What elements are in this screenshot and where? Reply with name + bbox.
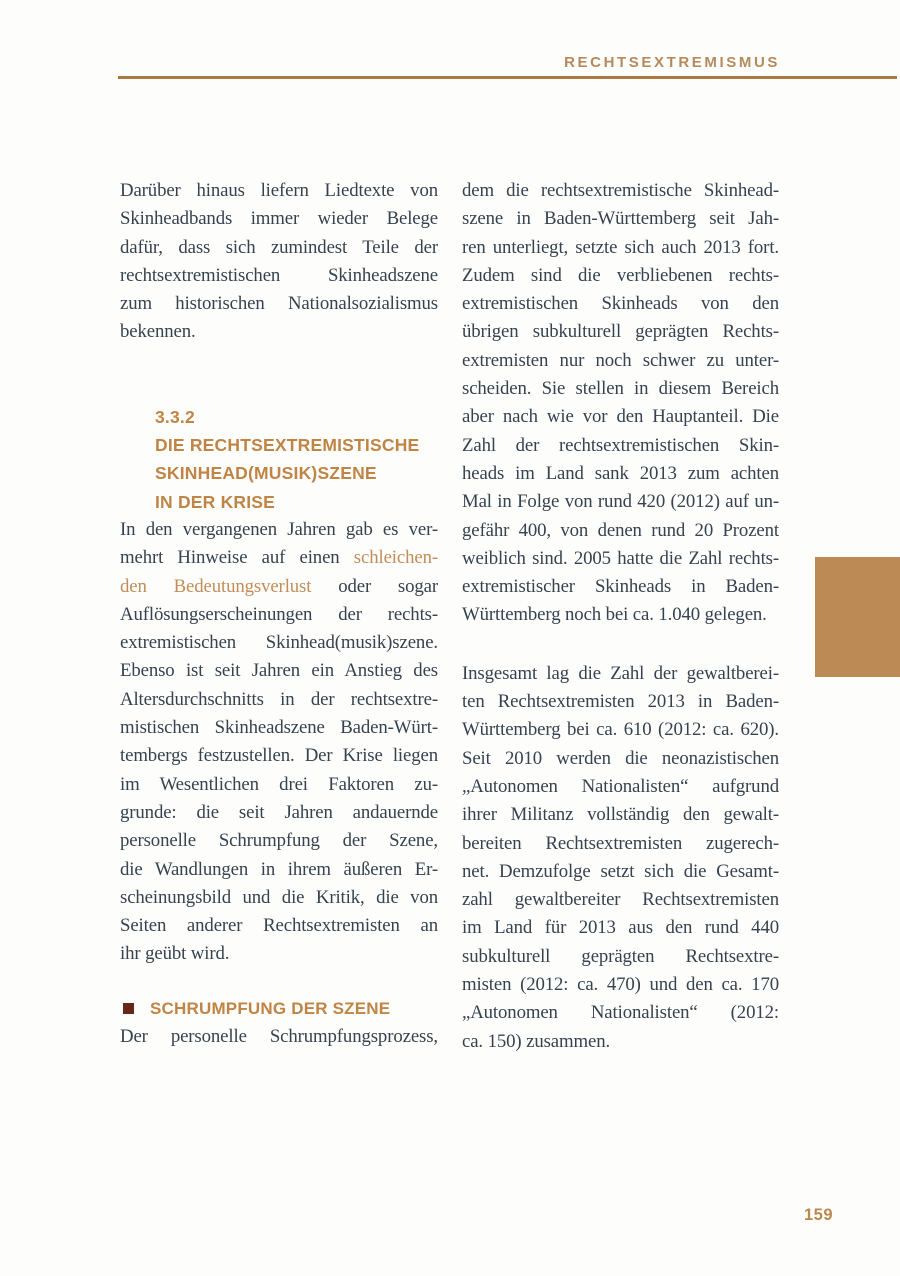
text-segment: die Wandlungen in ihrem äußeren Er- xyxy=(120,858,438,880)
text-line xyxy=(462,943,779,971)
text-segment: szene in Baden-Württemberg seit Jah- xyxy=(462,208,779,230)
text-line xyxy=(120,177,438,205)
text-segment: Der personelle Schrumpfungsprozess, xyxy=(120,1026,438,1048)
text-segment: Zudem sind die verbliebenen rechts- xyxy=(462,264,779,286)
text-segment: „Autonomen Nationalisten“ (2012: xyxy=(462,1002,779,1024)
text-line xyxy=(120,799,438,827)
text-line xyxy=(462,773,779,801)
text-line xyxy=(120,1023,438,1051)
text-segment: In den vergangenen Jahren gab es ver- xyxy=(120,518,438,540)
left-column xyxy=(120,177,438,1056)
text-line xyxy=(462,716,779,744)
text-line xyxy=(462,234,779,262)
text-segment: Württemberg bei ca. 610 (2012: ca. 620). xyxy=(462,719,779,741)
text-line xyxy=(120,771,438,799)
chapter-tab-marker xyxy=(815,557,900,677)
text-segment: ren unterliegt, setzte sich auch 2013 fort. xyxy=(462,236,779,258)
text-segment: weiblich sind. 2005 hatte die Zahl rechts- xyxy=(462,547,779,569)
text-line xyxy=(120,827,438,855)
header-rule xyxy=(118,76,897,79)
text-segment: scheiden. Sie stellen in diesem Bereich xyxy=(462,378,779,400)
body-paragraph xyxy=(462,660,779,1056)
text-line xyxy=(462,830,779,858)
text-line xyxy=(462,403,779,431)
text-line xyxy=(120,912,438,940)
text-segment: extremisten nur noch schwer zu unter- xyxy=(462,349,779,371)
text-segment: zum historischen Nationalsozialismus xyxy=(120,293,438,315)
text-line xyxy=(462,432,779,460)
text-line xyxy=(120,601,438,629)
text-line xyxy=(462,801,779,829)
text-segment: Ebenso ist seit Jahren ein Anstieg des xyxy=(120,660,438,682)
body-paragraph xyxy=(120,177,438,347)
text-segment: extremistischen Skinhead(musik)szene. xyxy=(120,632,438,654)
section-heading-line: DIE RECHTSEXTREMISTISCHE xyxy=(155,435,420,456)
text-segment: scheinungsbild und die Kritik, die von xyxy=(120,886,438,908)
text-segment: Auflösungserscheinungen der rechts- xyxy=(120,603,438,625)
text-segment: extremistischer Skinheads in Baden- xyxy=(462,576,779,598)
text-line xyxy=(120,205,438,233)
text-line xyxy=(462,262,779,290)
text-line xyxy=(462,460,779,488)
text-segment: gefähr 400, von denen rund 20 Prozent xyxy=(462,519,779,541)
text-segment: Seit 2010 werden die neonazistischen xyxy=(462,747,779,769)
text-segment: Darüber hinaus liefern Liedtexte von xyxy=(120,180,438,201)
text-segment: im Land für 2013 aus den rund 440 xyxy=(462,917,779,939)
text-segment: Seiten anderer Rechtsextremisten an xyxy=(120,915,438,937)
text-segment: bereiten Rechtsextremisten zugerech- xyxy=(462,832,779,854)
text-line xyxy=(462,660,779,688)
text-segment: im Wesentlichen drei Faktoren zu- xyxy=(120,773,438,795)
text-segment: dafür, dass sich zumindest Teile der xyxy=(120,236,438,258)
text-segment: zahl gewaltbereiter Rechtsextremisten xyxy=(462,889,779,911)
text-segment: heads im Land sank 2013 zum achten xyxy=(462,462,779,484)
section-heading xyxy=(155,403,438,516)
section-heading-line: IN DER KRISE xyxy=(155,491,276,512)
text-segment: Skinheadbands immer wieder Belege xyxy=(120,208,438,230)
text-line xyxy=(462,545,779,573)
body-paragraph xyxy=(462,177,779,630)
text-segment: personelle Schrumpfung der Szene, xyxy=(120,830,438,852)
text-line xyxy=(462,858,779,886)
section-heading-line: SKINHEAD(MUSIK)SZENE xyxy=(155,463,377,484)
text-line xyxy=(462,517,779,545)
highlighted-term: den Bedeutungsverlust xyxy=(120,575,312,597)
text-line xyxy=(462,971,779,999)
paragraph-spacer xyxy=(462,630,779,660)
text-line xyxy=(120,262,438,290)
text-line xyxy=(462,914,779,942)
text-segment: bekennen. xyxy=(120,321,196,343)
highlighted-term: schleichen- xyxy=(353,547,438,569)
text-segment: misten (2012: ca. 470) und den ca. 170 xyxy=(462,974,779,996)
text-segment: mistischen Skinheadszene Baden-Würt- xyxy=(120,717,438,739)
text-line xyxy=(462,488,779,516)
text-segment: Zahl der rechtsextremistischen Skin- xyxy=(462,434,779,456)
text-segment: oder sogar xyxy=(311,575,439,597)
text-line xyxy=(462,886,779,914)
text-segment: grunde: die seit Jahren andauernde xyxy=(120,801,438,823)
text-line xyxy=(120,884,438,912)
page-number: 159 xyxy=(804,1206,834,1224)
paragraph-spacer xyxy=(120,347,438,403)
text-segment: mehrt Hinweise auf einen xyxy=(120,547,354,569)
text-segment: ihrer Militanz vollständig den gewalt- xyxy=(462,804,779,826)
text-segment: subkulturell geprägten Rechtsextre- xyxy=(462,945,779,967)
text-line xyxy=(120,318,438,346)
text-segment: „Autonomen Nationalisten“ aufgrund xyxy=(462,775,779,797)
text-segment: rechtsextremistischen Skinheadszene xyxy=(120,264,438,286)
text-line xyxy=(120,714,438,742)
text-segment: ca. 150) zusammen. xyxy=(462,1030,611,1052)
body-paragraph xyxy=(120,516,438,969)
text-line xyxy=(120,686,438,714)
text-line xyxy=(120,234,438,262)
subsection-heading xyxy=(120,995,438,1023)
text-segment: Altersdurchschnitts in der rechtsextre- xyxy=(120,688,438,710)
running-head: RECHTSEXTREMISMUS xyxy=(564,54,780,71)
text-line xyxy=(462,177,779,205)
text-line xyxy=(462,999,779,1027)
text-line xyxy=(462,205,779,233)
text-line xyxy=(462,375,779,403)
text-line xyxy=(462,290,779,318)
text-line xyxy=(462,347,779,375)
subsection-heading-label: SCHRUMPFUNG DER SZENE xyxy=(150,998,391,1018)
body-paragraph xyxy=(120,1023,438,1051)
text-segment: übrigen subkulturell geprägten Rechts- xyxy=(462,321,779,343)
text-segment: dem die rechtsextremistische Skinhead- xyxy=(462,180,779,201)
text-segment: Mal in Folge von rund 420 (2012) auf un- xyxy=(462,491,779,513)
text-segment: aber nach wie vor den Hauptanteil. Die xyxy=(462,406,779,428)
text-segment: net. Demzufolge setzt sich die Gesamt- xyxy=(462,860,779,882)
text-line xyxy=(462,601,779,629)
text-segment: Insgesamt lag die Zahl der gewaltberei- xyxy=(462,662,779,684)
text-segment: ten Rechtsextremisten 2013 in Baden- xyxy=(462,691,779,713)
text-line xyxy=(120,544,438,572)
content-columns xyxy=(120,177,779,1056)
text-line xyxy=(120,290,438,318)
text-line xyxy=(462,1028,779,1056)
text-line xyxy=(462,688,779,716)
right-column xyxy=(462,177,779,1056)
text-segment: extremistischen Skinheads von den xyxy=(462,293,779,315)
text-line xyxy=(120,516,438,544)
text-line xyxy=(462,573,779,601)
text-segment: ihr geübt wird. xyxy=(120,943,230,965)
text-line xyxy=(120,940,438,968)
text-line xyxy=(462,318,779,346)
text-line xyxy=(120,657,438,685)
square-bullet-icon xyxy=(123,1003,134,1014)
text-segment: Württemberg noch bei ca. 1.040 gelegen. xyxy=(462,604,767,626)
section-heading-line: 3.3.2 xyxy=(155,406,195,427)
text-line xyxy=(120,629,438,657)
text-segment: tembergs festzustellen. Der Krise liegen xyxy=(120,745,438,767)
text-line xyxy=(120,742,438,770)
text-line xyxy=(120,573,438,601)
text-line xyxy=(120,856,438,884)
text-line xyxy=(462,745,779,773)
